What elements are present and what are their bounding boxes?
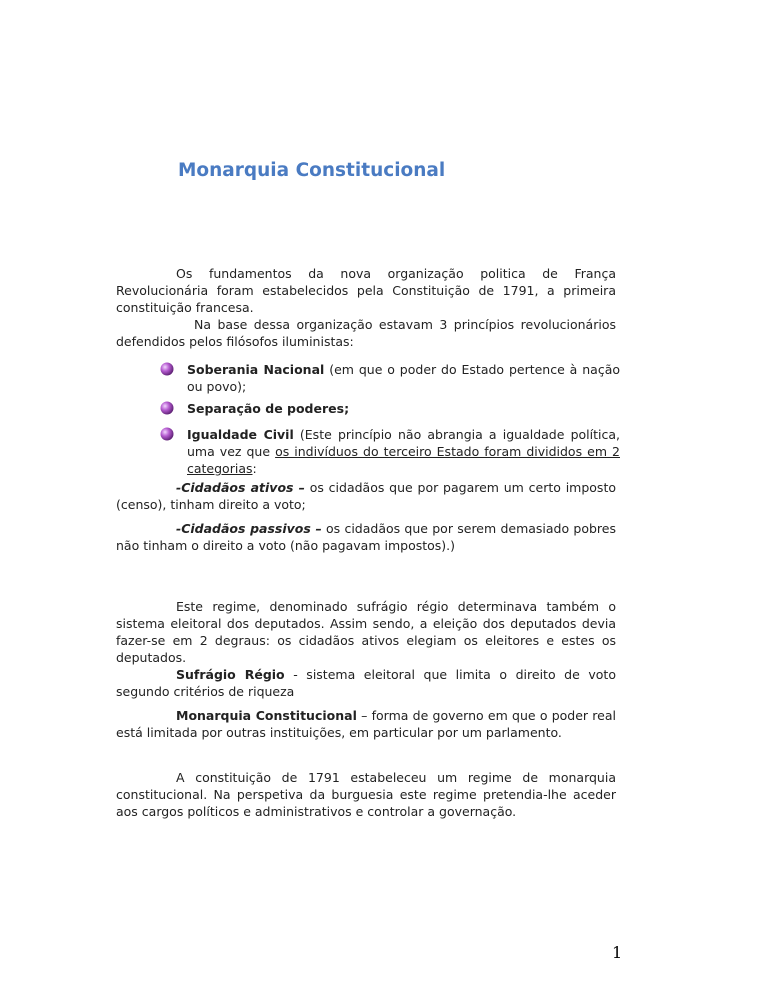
bullet-item [160, 361, 620, 395]
intro-paragraph: Os fundamentos da nova organização politica de França Revolucionária foram estabelecidos pela Constituição de 1791, a primeira constituição francesa. Na base dessa organização estavam 3 princípios revolucionários defendidos pelos filósofos iluministas: [116, 266, 616, 349]
purple-sphere-bullet-icon [160, 362, 174, 376]
cidadaos-passivos-paragraph: -Cidadãos passivos – os cidadãos que por serem demasiado pobres não tinham o direito a voto (não pagavam impostos).) [116, 521, 616, 553]
bullet-text: Igualdade Civil (Este princípio não abrangia a igualdade política, uma vez que os indivíduos do terceiro Estado foram divididos em 2 categorias: [187, 427, 620, 476]
bullet-item [160, 426, 620, 477]
page-number: 1 [612, 943, 623, 962]
monarquia-definition: Monarquia Constitucional – forma de governo em que o poder real está limitada por outras instituições, em particular por um parlamento. [116, 708, 616, 740]
cidadaos-ativos-paragraph: -Cidadãos ativos – os cidadãos que por pagarem um certo imposto (censo), tinham direito a voto; [116, 480, 616, 512]
bullet-item [160, 400, 620, 417]
bullet-text: Separação de poderes; [187, 401, 350, 416]
regime-paragraph: Este regime, denominado sufrágio régio determinava também o sistema eleitoral dos deputados. Assim sendo, a eleição dos deputados devia fazer-se em 2 degraus: os cidadãos ativos elegiam os eleitores e estes os deputados. [116, 599, 616, 665]
sufragio-definition: Sufrágio Régio - sistema eleitoral que limita o direito de voto segundo critérios de riqueza [116, 667, 616, 699]
purple-sphere-bullet-icon [160, 401, 174, 415]
purple-sphere-bullet-icon [160, 427, 174, 441]
page-title: Monarquia Constitucional [178, 160, 446, 181]
bullet-text: Soberania Nacional (em que o poder do Estado pertence à nação ou povo); [187, 362, 620, 394]
conclusion-paragraph: A constituição de 1791 estabeleceu um regime de monarquia constitucional. Na perspetiva da burguesia este regime pretendia-lhe aceder aos cargos políticos e administrativos e controlar a governação. [116, 770, 616, 819]
